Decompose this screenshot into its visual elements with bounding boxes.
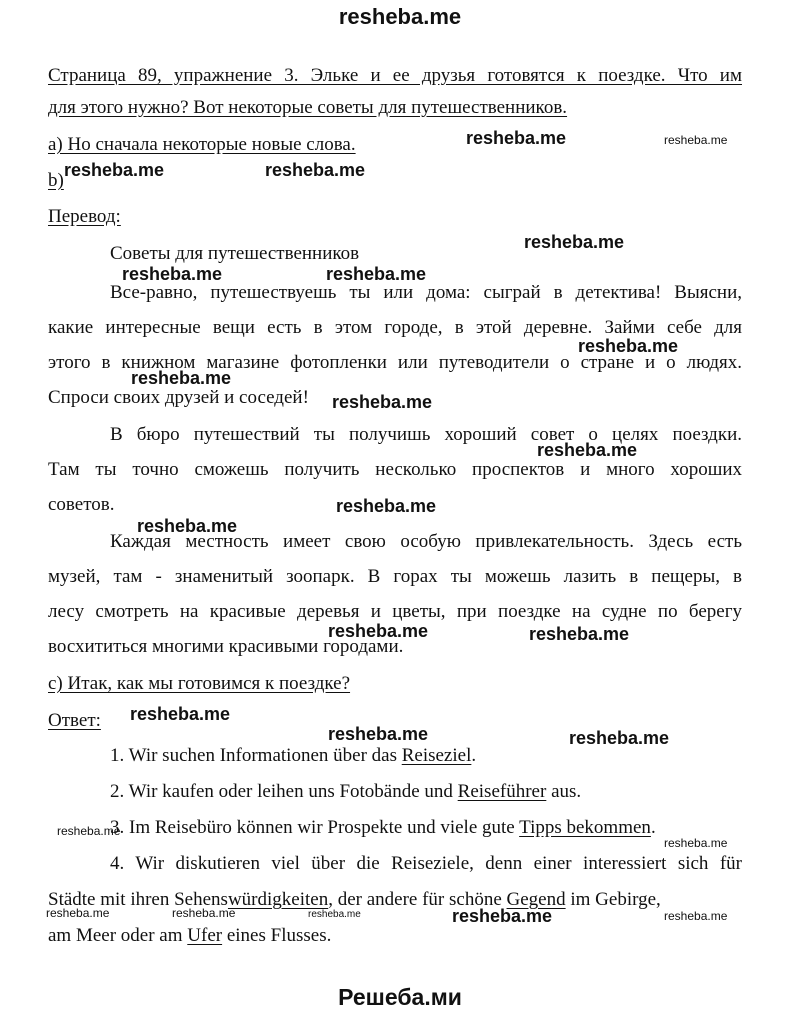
part-c-heading: с) Итак, как мы готовимся к поездке?	[48, 673, 351, 694]
watermark: resheba.me	[578, 336, 679, 356]
part-a-heading: а) Но сначала некоторые новые слова.	[48, 134, 356, 155]
answer-1-end: .	[471, 745, 477, 766]
answer-3	[110, 816, 656, 840]
answer-label: Ответ:	[48, 710, 101, 731]
task-line-1: Страница 89, упражнение 3. Эльке и ее друзья готовятся к поездке. Что им	[48, 65, 742, 86]
watermark: resheba.me	[452, 906, 553, 926]
watermark: resheba.me	[130, 704, 231, 724]
answer-1-text: 1. Wir suchen Informationen über das	[110, 745, 402, 766]
watermark: resheba.me	[172, 906, 236, 920]
answer-4-line-3	[48, 924, 331, 948]
p2-line-2: Там ты точно сможешь получить несколько проспектов и много хороших	[48, 459, 742, 480]
translation-label: Перевод:	[48, 206, 121, 227]
answer-4-l3-term: Ufer	[187, 925, 223, 946]
footer-title: Решеба.ми	[338, 984, 462, 1010]
watermark: resheba.me	[308, 909, 361, 920]
watermark: resheba.me	[524, 232, 625, 252]
task-line-2: для этого нужно? Вот некоторые советы для путешественников.	[48, 97, 568, 118]
watermark: resheba.me	[328, 621, 429, 641]
watermark: resheba.me	[137, 516, 238, 536]
answer-4-l2-mid: , der andere für schöne	[328, 889, 507, 910]
p1-line-2: какие интересные вещи есть в этом городе, в этой деревне. Займи себе для	[48, 317, 742, 338]
answer-3-text: 3. Im Reisebüro können wir Prospekte und viele gute	[110, 817, 520, 838]
answer-2-term: Reiseführer	[457, 781, 547, 802]
watermark: resheba.me	[537, 440, 638, 460]
answer-4-l2-pre: Städte mit ihren Sehens	[48, 889, 228, 910]
watermark: resheba.me	[326, 264, 427, 284]
watermark: resheba.me	[664, 836, 728, 850]
answer-1-term: Reiseziel	[401, 745, 472, 766]
site-title: resheba.me	[338, 4, 462, 29]
answer-1	[110, 744, 476, 768]
answer-4-line-1: 4. Wir diskutieren viel über die Reiseziele, denn einer interessiert sich für	[110, 853, 742, 874]
watermark: resheba.me	[328, 724, 429, 744]
advice-title: Советы для путешественников	[110, 243, 360, 264]
watermark: resheba.me	[664, 133, 728, 147]
watermark: resheba.me	[332, 392, 433, 412]
watermark: resheba.me	[569, 728, 670, 748]
watermark: resheba.me	[46, 906, 110, 920]
part-b-heading: b)	[48, 170, 64, 191]
watermark: resheba.me	[131, 368, 232, 388]
answer-4-l3-pre: am Meer oder am	[48, 925, 188, 946]
answer-4-l3-post: eines Flusses.	[222, 925, 332, 946]
p2-line-3: советов.	[48, 494, 115, 515]
watermark: resheba.me	[265, 160, 366, 180]
watermark: resheba.me	[64, 160, 165, 180]
p3-line-1: Каждая местность имеет свою особую привлекательность. Здесь есть	[110, 531, 742, 552]
answer-2-text: 2. Wir kaufen oder leihen uns Fotobände und	[110, 781, 458, 802]
p1-line-4: Спроси своих друзей и соседей!	[48, 387, 309, 408]
watermark: resheba.me	[336, 496, 437, 516]
watermark: resheba.me	[529, 624, 630, 644]
p3-line-2: музей, там - знаменитый зоопарк. В горах ты можешь лазить в пещеры, в	[48, 566, 742, 587]
watermark: resheba.me	[57, 824, 121, 838]
watermark: resheba.me	[466, 128, 567, 148]
answer-4-l2-post: im Gebirge,	[565, 889, 661, 910]
watermark: resheba.me	[122, 264, 223, 284]
answer-2	[110, 780, 581, 804]
answer-4-line-2	[48, 888, 742, 912]
p1-line-3: этого в книжном магазине фотопленки или путеводители о стране и о людях.	[48, 352, 742, 373]
p3-line-3: лесу смотреть на красивые деревья и цветы, при поездке на судне по берегу	[48, 601, 742, 622]
answer-2-end: aus.	[546, 781, 582, 802]
p2-line-1: В бюро путешествий ты получишь хороший совет о целях поездки.	[110, 424, 742, 445]
answer-3-term: Tipps bekommen	[519, 817, 651, 838]
answer-3-end: .	[650, 817, 656, 838]
answer-4-l2-term-2: Gegend	[506, 889, 566, 910]
watermark: resheba.me	[664, 909, 728, 923]
p3-line-4: восхититься многими красивыми городами.	[48, 636, 404, 657]
answer-4-l2-term-1: würdigkeiten	[227, 889, 329, 910]
p1-line-1: Все-равно, путешествуешь ты или дома: сыграй в детектива! Выясни,	[110, 282, 742, 303]
